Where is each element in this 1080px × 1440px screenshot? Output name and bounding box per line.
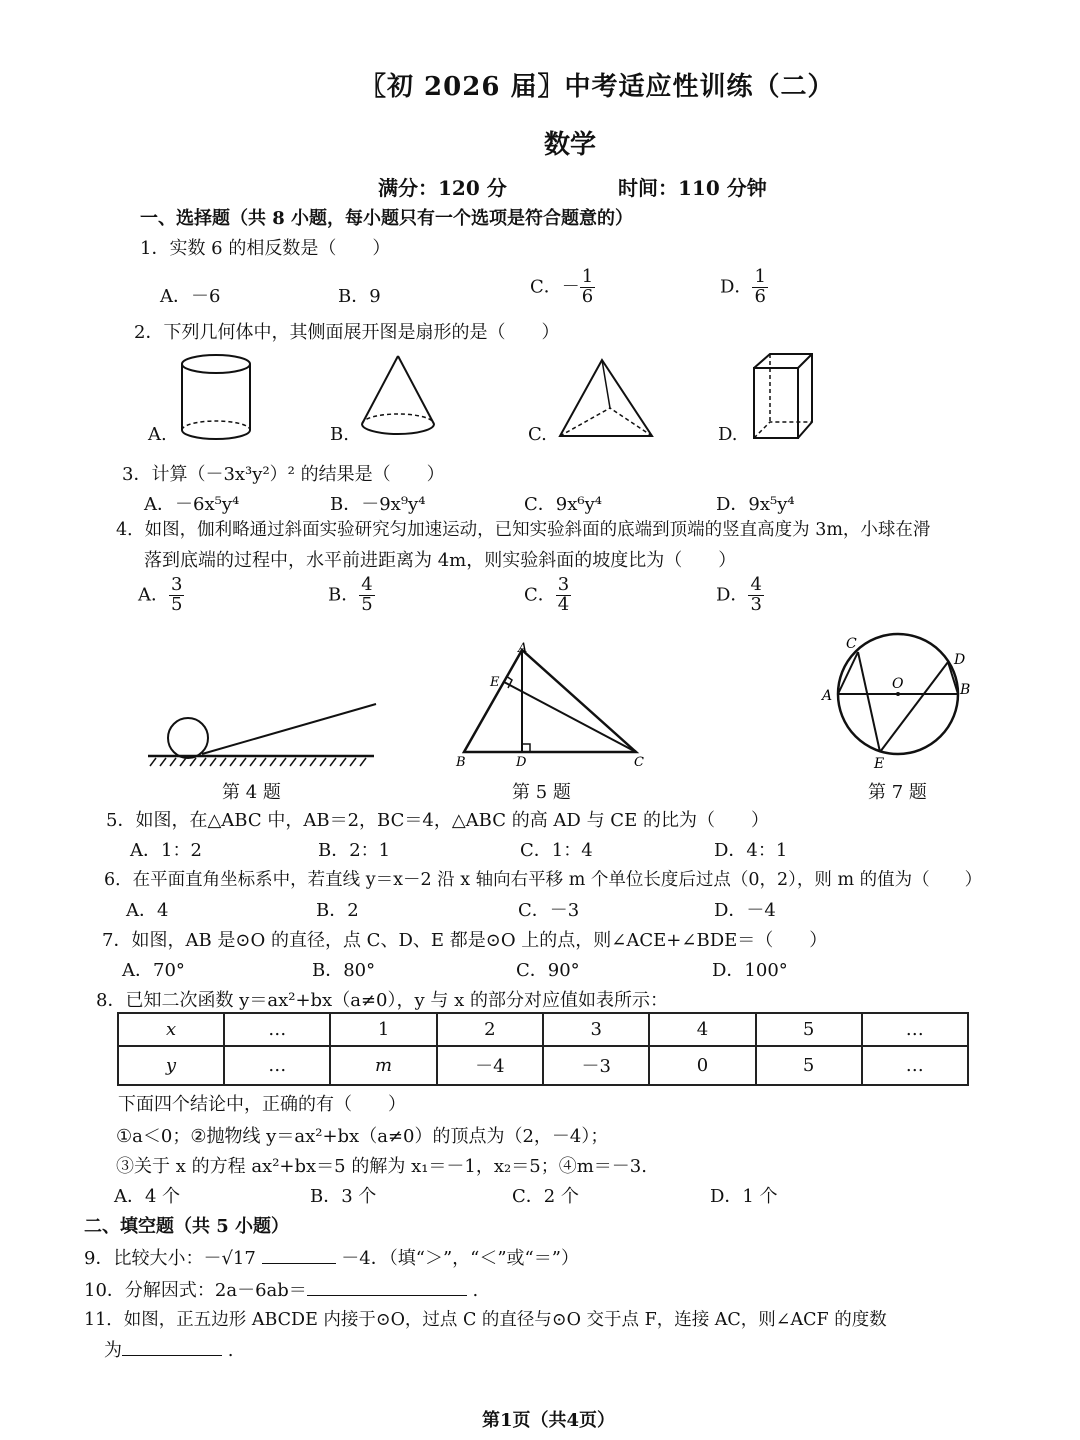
table-row — [118, 1046, 968, 1085]
q1-d-numerator: 1 — [754, 266, 766, 287]
q1-option-c-fraction — [580, 268, 595, 307]
slope-ball-figure — [140, 700, 380, 772]
table-cell: … — [862, 1046, 968, 1085]
q3-text: 3．计算（－3x³y²）² 的结果是（ ） — [122, 464, 445, 485]
table-cell: －3 — [543, 1046, 649, 1085]
q1-c-numerator: 1 — [581, 266, 594, 287]
q3-option-b: B．－9x⁹y⁴ — [330, 494, 426, 515]
table-row — [118, 1013, 968, 1046]
q4-option-a — [138, 576, 184, 615]
table-cell: 1 — [330, 1013, 436, 1046]
q3-option-a: A．－6x⁵y⁴ — [144, 494, 240, 515]
q4-b-fraction — [359, 576, 374, 615]
q7-option-a: A．70° — [122, 960, 185, 981]
q8-option-d: D．1 个 — [710, 1186, 778, 1207]
q4-d-fraction — [748, 576, 763, 615]
full-score: 满分：120 分 — [378, 176, 507, 200]
q5-option-d: D．4：1 — [714, 840, 788, 861]
q1-option-c-label: C． — [530, 276, 562, 298]
q1-option-d — [720, 268, 768, 307]
table-cell: … — [224, 1013, 330, 1046]
fig7-label-o: O — [892, 676, 904, 692]
q4-c-label: C． — [524, 584, 556, 606]
q11-answer-blank[interactable] — [122, 1355, 222, 1356]
q6-text: 6．在平面直角坐标系中，若直线 y＝x－2 沿 x 轴向右平移 m 个单位长度后过点（0，2），则 m 的值为（ ） — [104, 870, 983, 890]
cylinder-figure — [176, 352, 260, 444]
q6-option-a: A．4 — [126, 900, 169, 921]
page-footer: 第1页（共4页） — [482, 1410, 616, 1431]
q2-option-a: A. — [148, 424, 167, 445]
figure5-caption: 第 5 题 — [512, 782, 571, 803]
q4-option-c — [524, 576, 571, 615]
fig5-label-d: D — [516, 755, 527, 770]
table-cell: y — [118, 1046, 224, 1085]
q10-text-end: . — [472, 1280, 479, 1301]
table-cell: 5 — [756, 1013, 862, 1046]
q2-option-b: B. — [330, 424, 349, 445]
q9-text-start: 9．比较大小：－√17 — [84, 1248, 256, 1269]
circle-figure — [816, 630, 980, 770]
q5-text: 5．如图，在△ABC 中，AB＝2，BC＝4，△ABC 的高 AD 与 CE 的比为（ ） — [106, 810, 769, 831]
q4-d-numerator: 4 — [750, 574, 762, 595]
q4-option-d — [716, 576, 764, 615]
table-cell: 5 — [756, 1046, 862, 1085]
q8-conclusion-line2: ③关于 x 的方程 ax²+bx＝5 的解为 x₁＝－1，x₂＝5；④m＝－3. — [116, 1156, 647, 1177]
q1-option-d-label: D． — [720, 276, 753, 298]
q2-text: 2．下列几何体中，其侧面展开图是扇形的是（ ） — [134, 322, 560, 343]
q4-b-numerator: 4 — [361, 574, 373, 595]
triangle-figure — [450, 640, 650, 772]
figure7-caption: 第 7 题 — [868, 782, 927, 803]
q9-text-end: －4．（填“＞”，“＜”或“＝”） — [341, 1248, 579, 1269]
q1-d-denominator: 6 — [754, 285, 766, 307]
exam-time: 时间：110 分钟 — [618, 176, 767, 200]
q4-c-denominator: 4 — [557, 593, 570, 615]
q2-option-c: C. — [528, 424, 547, 445]
cone-figure — [356, 352, 440, 444]
table-cell: 3 — [543, 1013, 649, 1046]
q2-option-d: D. — [718, 424, 738, 445]
table-cell: 2 — [437, 1013, 543, 1046]
table-cell: x — [118, 1013, 224, 1046]
subject-title: 数学 — [544, 130, 597, 160]
q5-option-b: B．2：1 — [318, 840, 391, 861]
q4-b-denominator: 5 — [361, 593, 373, 615]
q8-option-c: C．2 个 — [512, 1186, 579, 1207]
q4-a-denominator: 5 — [171, 593, 183, 615]
q8-text: 8．已知二次函数 y＝ax²+bx（a≠0），y 与 x 的部分对应值如表所示： — [96, 990, 668, 1011]
fig5-label-c: C — [634, 755, 644, 770]
q4-text-line2: 落到底端的过程中，水平前进距离为 4m，则实验斜面的坡度比为（ ） — [144, 550, 737, 571]
q4-c-numerator: 3 — [557, 574, 570, 595]
q8-value-table — [117, 1012, 969, 1086]
fig7-label-c: C — [846, 636, 857, 652]
q4-c-fraction — [556, 576, 571, 615]
q9 — [84, 1244, 579, 1270]
q9-answer-blank[interactable] — [262, 1263, 336, 1264]
q4-a-numerator: 3 — [171, 574, 183, 595]
pyramid-figure — [556, 356, 660, 442]
table-cell: m — [330, 1046, 436, 1085]
fig5-label-e: E — [490, 675, 500, 690]
q8-option-b: B．3 个 — [310, 1186, 377, 1207]
table-cell: －4 — [437, 1046, 543, 1085]
section2-heading: 二、填空题（共 5 小题） — [84, 1216, 290, 1237]
fig7-label-a: A — [822, 688, 833, 704]
q4-d-denominator: 3 — [750, 593, 762, 615]
q11-line2 — [104, 1336, 233, 1362]
q7-option-c: C．90° — [516, 960, 580, 981]
fig7-label-e: E — [874, 756, 885, 770]
q10-text-start: 10．分解因式：2a－6ab＝ — [84, 1280, 307, 1301]
q3-option-d: D．9x⁵y⁴ — [716, 494, 795, 515]
q3-option-c: C．9x⁶y⁴ — [524, 494, 602, 515]
q10-answer-blank[interactable] — [307, 1295, 467, 1296]
q4-b-label: B． — [328, 584, 360, 606]
table-cell: 4 — [649, 1013, 755, 1046]
q1-option-c-sign: － — [561, 276, 580, 298]
q4-a-fraction — [169, 576, 184, 615]
q8-option-a: A．4 个 — [114, 1186, 181, 1207]
table-cell: … — [224, 1046, 330, 1085]
q1-c-denominator: 6 — [581, 285, 594, 307]
fig7-label-d: D — [954, 652, 966, 668]
fig5-label-a: A — [518, 641, 528, 656]
q1-text: 1．实数 6 的相反数是（ ） — [140, 238, 391, 259]
q8-conclusion-line1: ①a＜0；②抛物线 y＝ax²+bx（a≠0）的顶点为（2，－4）； — [116, 1126, 609, 1147]
q8-intro: 下面四个结论中，正确的有（ ） — [118, 1094, 406, 1115]
q10 — [84, 1276, 478, 1302]
q5-option-c: C．1：4 — [520, 840, 593, 861]
q11-text-end: . — [227, 1340, 234, 1361]
q1-option-b: B．9 — [338, 286, 381, 307]
section1-heading: 一、选择题（共 8 小题，每小题只有一个选项是符合题意的） — [140, 208, 634, 229]
table-cell: 0 — [649, 1046, 755, 1085]
fig7-label-b: B — [960, 682, 971, 698]
q11-line1: 11．如图，正五边形 ABCDE 内接于⊙O，过点 C 的直径与⊙O 交于点 F，连接 AC，则∠ACF 的度数 — [84, 1310, 887, 1330]
q1-option-a: A．－6 — [160, 286, 221, 307]
q4-text-line1: 4．如图，伽利略通过斜面实验研究匀加速运动，已知实验斜面的底端到顶端的竖直高度为 3m，小球在滑 — [116, 520, 931, 540]
exam-title: 〖初 2026 届〗中考适应性训练（二） — [360, 72, 835, 102]
fig5-label-b: B — [456, 755, 466, 770]
q6-option-c: C．－3 — [518, 900, 580, 921]
figure4-caption: 第 4 题 — [222, 782, 281, 803]
q7-text: 7．如图，AB 是⊙O 的直径，点 C、D、E 都是⊙O 上的点，则∠ACE+∠BDE＝（ ） — [102, 930, 828, 951]
q5-option-a: A．1：2 — [130, 840, 202, 861]
q1-option-c — [530, 268, 595, 307]
prism-figure — [748, 350, 818, 444]
table-cell: … — [862, 1013, 968, 1046]
q6-option-b: B．2 — [316, 900, 359, 921]
q4-d-label: D． — [716, 584, 749, 606]
q7-option-d: D．100° — [712, 960, 788, 981]
q7-option-b: B．80° — [312, 960, 376, 981]
q1-option-d-fraction — [752, 268, 767, 307]
q4-a-label: A． — [138, 584, 169, 606]
q6-option-d: D．－4 — [714, 900, 776, 921]
q11-text-start: 为 — [104, 1340, 122, 1361]
q4-option-b — [328, 576, 375, 615]
